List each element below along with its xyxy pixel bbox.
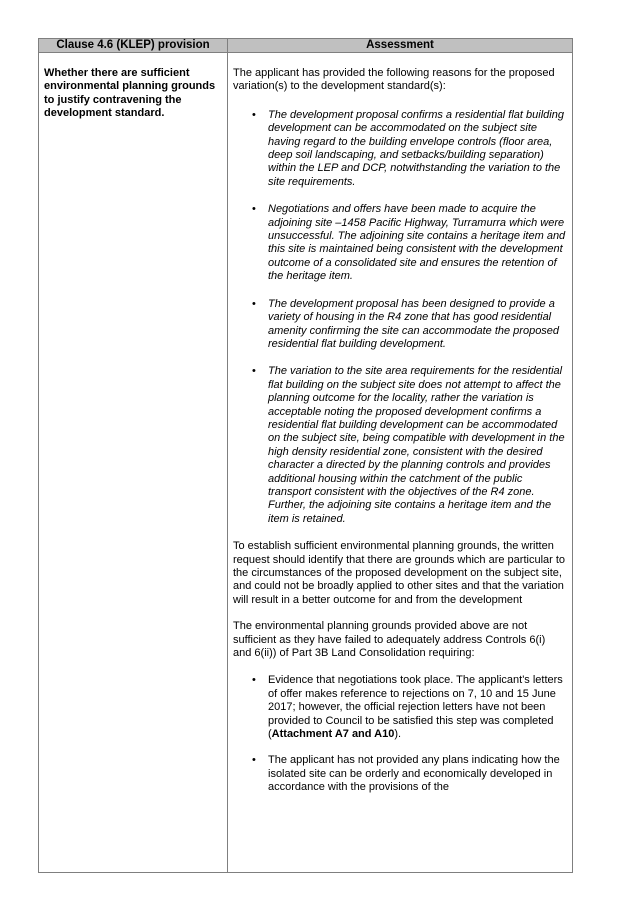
control-item <box>233 754 566 794</box>
assessment-intro: The applicant has provided the following reasons for the proposed variation(s) to the development standard(s): <box>233 67 555 93</box>
bullet-icon: • <box>252 674 256 687</box>
control-item <box>233 674 566 741</box>
provision-text: Whether there are sufficient environmental planning grounds to justify contravening the development standard. <box>44 67 216 120</box>
reason-text: Negotiations and offers have been made to acquire the adjoining site –1458 Pacific Highway, Turramurra which were unsuccessful. The adjoining site contains a heritage item and this site is maintained being consistent with the development outcome of a consolidated site and ensures the retention of the heritage item. <box>268 203 566 283</box>
reason-text: The development proposal confirms a residential flat building development can be accommodated on the subject site having regard to the building envelope controls (floor area, deep soil landscaping, and setbacks/building separation) within the LEP and DCP, notwithstanding the variation to the site requirements. <box>268 108 564 188</box>
header-provision: Clause 4.6 (KLEP) provision <box>39 39 228 53</box>
bullet-icon: • <box>252 297 256 310</box>
bullet-icon: • <box>252 108 256 121</box>
bullet-icon: • <box>252 365 256 378</box>
attachment-reference: Attachment A7 and A10 <box>271 728 395 741</box>
controls-list <box>233 674 566 794</box>
control-text-end: ). <box>394 728 402 741</box>
control-text: The applicant has not provided any plans indicating how the isolated site can be orderly and economically developed in accordance with the provisions of the <box>268 754 560 794</box>
reason-item <box>233 203 566 283</box>
bullet-icon: • <box>252 203 256 216</box>
bullet-icon: • <box>252 754 256 767</box>
grounds-paragraph: To establish sufficient environmental planning grounds, the written request should identify that there are grounds which are particular to the circumstances of the proposed development on the subject site, and could not be broadly applied to other sites and that the variation will result in a better outcome for and from the development <box>233 540 566 606</box>
reason-text: The development proposal has been designed to provide a variety of housing in the R4 zone that has good residential amenity confirming the site can accommodate the proposed residential flat building development. <box>268 297 560 350</box>
provision-cell <box>39 53 228 873</box>
assessment-content <box>228 53 572 872</box>
table-header-row <box>39 39 573 53</box>
header-assessment: Assessment <box>228 39 573 53</box>
reasons-list <box>233 109 566 526</box>
control-text: Evidence that negotiations took place. The applicant's letters of offer makes reference to rejections on 7, 10 and 15 June 2017; however, the official rejection letters have not been provided to Council to be satisfied this step was completed ( <box>268 674 563 741</box>
insufficient-paragraph: The environmental planning grounds provided above are not sufficient as they have failed to adequately address Controls 6(i) and 6(ii)) of Part 3B Land Consolidation requiring: <box>233 620 546 660</box>
reason-item <box>233 365 566 526</box>
reason-text: The variation to the site area requirements for the residential flat building on the subject site does not attempt to affect the planning outcome for the locality, rather the variation is acceptable noting the proposed development confirms a residential flat building development can be accommodated on the subject site, being compatible with development in the high density residential zone, consistent with the desired character a directed by the planning controls and provides additional housing within the catchment of the public transport consistent with the objectives of the R4 zone. Further, the adjoining site contains a heritage item and the item is retained. <box>268 365 565 525</box>
clause-assessment-table <box>38 38 573 873</box>
assessment-cell <box>228 53 573 873</box>
table-row <box>39 53 573 873</box>
reason-item <box>233 298 566 352</box>
reason-item <box>233 109 566 189</box>
